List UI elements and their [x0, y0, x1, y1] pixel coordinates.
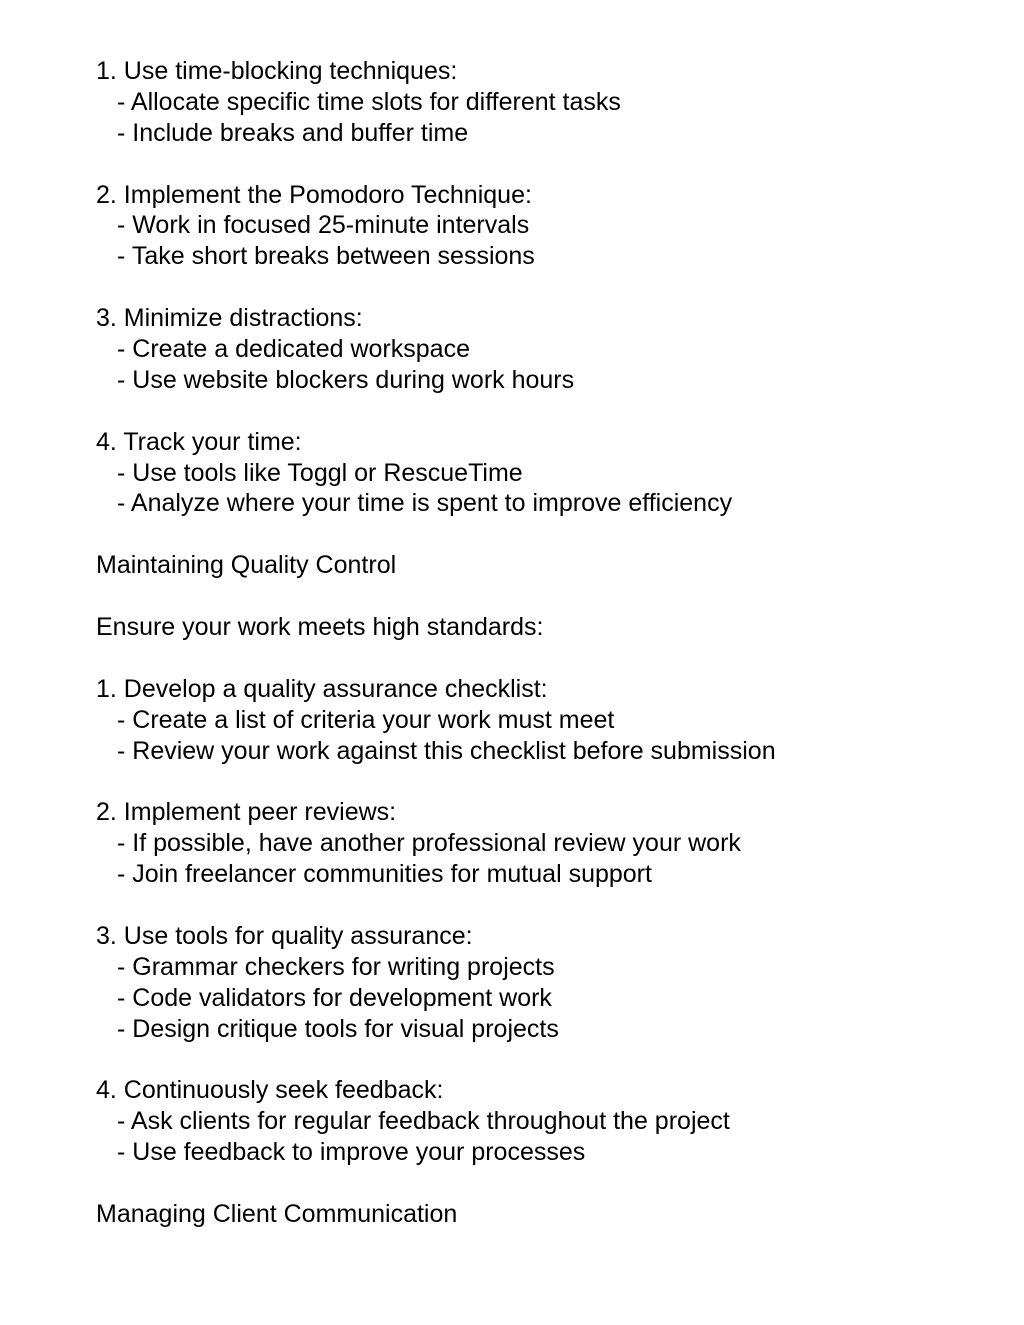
section-intro: Ensure your work meets high standards:: [96, 613, 544, 642]
list-item-bullet: - Take short breaks between sessions: [117, 242, 535, 271]
list-item-bullet: - Create a list of criteria your work must meet: [117, 705, 615, 734]
section-heading: Maintaining Quality Control: [96, 551, 397, 580]
list-item-bullet: - Allocate specific time slots for different tasks: [117, 87, 621, 116]
list-item-bullet: - Create a dedicated workspace: [117, 335, 470, 364]
list-item-bullet: - Use tools like Toggl or RescueTime: [117, 458, 523, 487]
section-heading: Managing Client Communication: [96, 1199, 458, 1228]
list-item-bullet: - Code validators for development work: [117, 983, 552, 1012]
list-item-title: 1. Use time-blocking techniques:: [96, 57, 458, 85]
list-item-bullet: - Include breaks and buffer time: [117, 118, 469, 147]
list-item-title: 4. Track your time:: [96, 427, 302, 456]
document-page: [96, 56, 996, 1230]
list-item-title: 2. Implement peer reviews:: [96, 798, 397, 827]
list-item-title: 1. Develop a quality assurance checklist:: [96, 674, 548, 703]
list-item-bullet: - Use website blockers during work hours: [117, 365, 575, 394]
list-item-bullet: - Ask clients for regular feedback throughout the project: [117, 1107, 730, 1136]
list-item-title: 3. Use tools for quality assurance:: [96, 921, 473, 950]
list-item-bullet: - Join freelancer communities for mutual support: [117, 860, 652, 889]
list-item-bullet: - Use feedback to improve your processes: [117, 1138, 586, 1167]
list-item-bullet: - Work in focused 25-minute intervals: [117, 211, 530, 240]
list-item-bullet: - If possible, have another professional review your work: [117, 829, 741, 858]
list-item-title: 3. Minimize distractions:: [96, 304, 363, 333]
list-item-title: 4. Continuously seek feedback:: [96, 1076, 444, 1105]
list-item-bullet: - Grammar checkers for writing projects: [117, 952, 555, 981]
list-item-bullet: - Analyze where your time is spent to improve efficiency: [117, 489, 733, 518]
list-item-title: 2. Implement the Pomodoro Technique:: [96, 180, 532, 209]
list-item-bullet: - Review your work against this checklist before submission: [117, 736, 776, 765]
list-item-bullet: - Design critique tools for visual projects: [117, 1014, 559, 1043]
